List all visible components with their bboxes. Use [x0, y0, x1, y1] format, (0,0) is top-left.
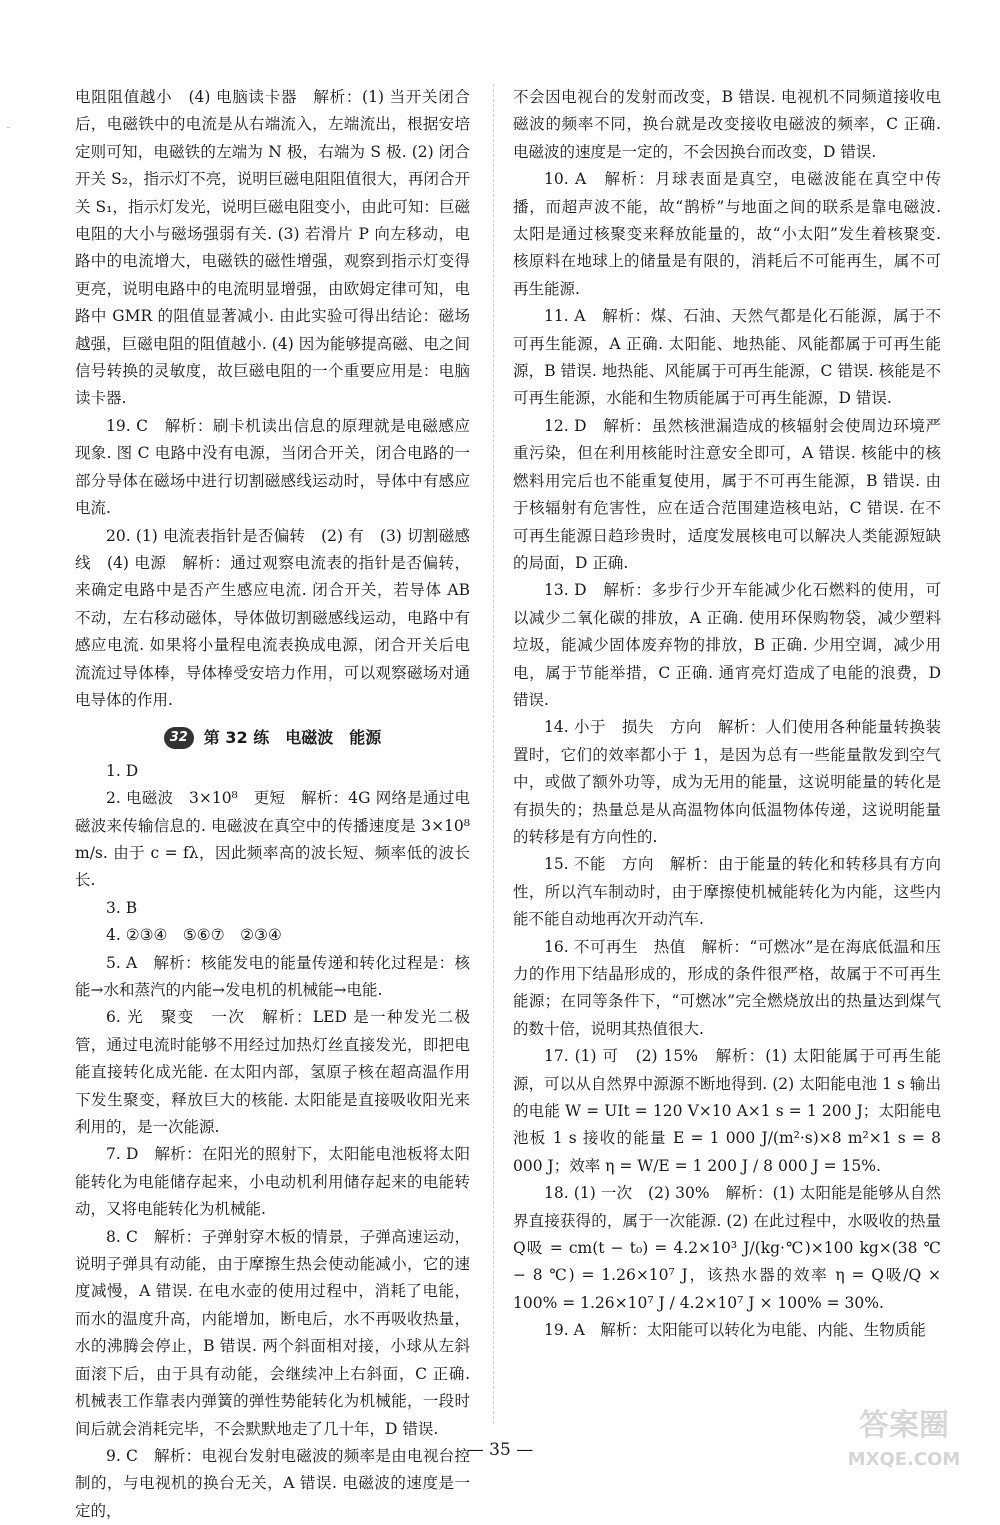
answer-item: 4. ②③④ ⑤⑥⑦ ②③④: [106, 926, 282, 945]
answer-item: 11. A 解析：煤、石油、天然气都是化石能源，属于不可再生能源，A 正确. 太阳能、地热能、风能都属于可再生能源，B 错误. 地热能、风能属于可再生能源，C 错误. 核能是不可再生能源，水能和生物质能属于可再生能源，D 错误.: [513, 307, 941, 408]
answer-item: 18. (1) 一次 (2) 30% 解析：(1) 太阳能是能够从自然界直接获得的，属于一次能源. (2) 在此过程中，水吸收的热量 Q吸 = cm(t − t₀) = 4.2×10³ J/(kg·℃)×100 kg×(38 ℃ − 8 ℃) = 1.26×10⁷ J，该热水器的效率 η = Q吸/Q × 100% = 1.26×10⁷ J / 4.2×10⁷ J × 100% = 30%.: [513, 1184, 941, 1312]
answer-continuation: 电阻阻值越小 (4) 电脑读卡器 解析：(1) 当开关闭合后，电磁铁中的电流是从右端流入，左端流出，根据安培定则可知，电磁铁的左端为 N 极，右端为 S 极. (2) 闭合开关 S₂，指示灯不亮，说明巨磁电阻阻值很大，再闭合开关 S₁，指示灯发光，说明巨磁电阻变小，由此可知：巨磁电阻的大小与磁场强弱有关. (3) 若滑片 P 向左移动，电路中的电流增大，电磁铁的磁性增强，观察到指示灯变得更亮，说明电路中的电流明显增强，由欧姆定律可知，电路中 GMR 的阻值显著减小. 由此实验可得出结论：磁场越强，巨磁电阻的阻值越小. (4) 因为能够提高磁、电之间信号转换的灵敏度，故巨磁电阻的一个重要应用是：电脑读卡器.: [75, 88, 470, 408]
column-divider: [493, 84, 494, 1424]
answer-item: 19. C 解析：刷卡机读出信息的原理就是电磁感应现象. 图 C 电路中没有电源，当闭合开关，闭合电路的一部分导体在磁场中进行切割磁感线运动时，导体中有感应电流.: [75, 416, 470, 518]
answer-item: 5. A 解析：核能发电的能量传递和转化过程是：核能→水和蒸汽的内能→发电机的机械能→电能.: [75, 953, 470, 999]
answer-item: 16. 不可再生 热值 解析：“可燃冰”是在海底低温和压力的作用下结晶形成的，形成的条件很严格，故属于不可再生能源；在同等条件下，“可燃冰”完全燃烧放出的热量达到煤气的数十倍，说明其热值很大.: [513, 937, 941, 1038]
left-column: [75, 84, 470, 1525]
answer-item: 12. D 解析：虽然核泄漏造成的核辐射会使周边环境严重污染，但在利用核能时注意安全即可，A 错误. 核能中的核燃料用完后也不能重复使用，属于不可再生能源，B 错误. 由于核辐射有危害性，应在适合范围建造核电站，C 错误. 在不可再生能源日趋珍贵时，适度发展核电可以解决人类能源短缺的局面，D 正确.: [513, 416, 941, 572]
answer-continuation: 不会因电视台的发射而改变，B 错误. 电视机不同频道接收电磁波的频率不同，换台就是改变接收电磁波的频率，C 正确. 电磁波的速度是一定的，不会因换台而改变，D 错误.: [513, 88, 941, 161]
page-number: — 35 —: [466, 1440, 534, 1460]
section-number-badge: 32: [164, 727, 194, 749]
watermark-logo: [824, 1395, 984, 1475]
answer-item: 17. (1) 可 (2) 15% 解析：(1) 太阳能属于可再生能源，可以从自然界中源源不断地得到. (2) 太阳能电池 1 s 输出的电能 W = UIt = 120 V×10 A×1 s = 1 200 J；太阳能电池板 1 s 接收的能量 E = 1 000 J/(m²·s)×8 m²×1 s = 8 000 J；效率 η = W/E = 1 200 J / 8 000 J = 15%.: [513, 1047, 941, 1175]
answer-item: 19. A 解析：太阳能可以转化为电能、内能、生物质能: [544, 1321, 926, 1340]
answer-item: 1. D: [106, 761, 139, 780]
answer-item: 7. D 解析：在阳光的照射下，太阳能电池板将太阳能转化为电能储存起来，小电动机利用储存起来的电能转动，又将电能转化为机械能.: [75, 1145, 470, 1219]
answer-item: 13. D 解析：多步行少开车能减少化石燃料的使用，可以减少二氧化碳的排放，A 正确. 使用环保购物袋，减少塑料垃圾，能减少固体废弃物的排放，B 正确. 少用空调，减少用电，属于节能举措，C 正确. 通宵亮灯造成了电能的浪费，D 错误.: [513, 581, 941, 709]
answer-item: 9. C 解析：电视台发射电磁波的频率是由电视台控制的，与电视机的换台无关，A 错误. 电磁波的速度是一定的，: [75, 1446, 470, 1520]
answer-item: 6. 光 聚变 一次 解析：LED 是一种发光二极管，通过电流时能够不用经过加热灯丝直接发光，即把电能直接转化成光能. 在太阳内部，氢原子核在超高温作用下发生聚变，释放巨大的核能. 太阳能是直接吸收阳光来利用的，是一次能源.: [75, 1008, 470, 1137]
answer-item: 8. C 解析：子弹射穿木板的情景，子弹高速运动，说明子弹具有动能，由于摩擦生热会使动能减小，它的速度减慢，A 错误. 在电水壶的使用过程中，消耗了电能，而水的温度升高，内能增加，断电后，水不再吸收热量，水的沸腾会停止，B 错误. 两个斜面相对接，小球从左斜面滚下后，由于具有动能，会继续冲上右斜面，C 正确. 机械表工作靠表内弹簧的弹性势能转化为机械能，一段时间后就会消耗完毕，不会默默地走了几十年，D 错误.: [75, 1227, 470, 1438]
margin-mark: ﹣: [4, 123, 14, 133]
answer-item: 14. 小于 损失 方向 解析：人们使用各种能量转换装置时，它们的效率都小于 1，是因为总有一些能量散发到空气中，或做了额外功等，成为无用的能量，这说明能量的转化是有损失的；热量总是从高温物体向低温物体传递，这说明能量的转移是有方向性的.: [513, 718, 941, 846]
section-title: 第 32 练 电磁波 能源: [203, 728, 382, 748]
answer-item: 15. 不能 方向 解析：由于能量的转化和转移具有方向性，所以汽车制动时，由于摩擦使机械能转化为内能，这些内能不能自动地再次开动汽车.: [513, 855, 941, 929]
answer-item: 2. 电磁波 3×10⁸ 更短 解析：4G 网络是通过电磁波来传输信息的. 电磁波在真空中的传播速度是 3×10⁸ m/s. 由于 c = fλ，因此频率高的波长短、频率低的波长长.: [75, 789, 470, 890]
watermark-line1: 答案圈: [859, 1408, 949, 1443]
answer-item: 3. B: [106, 898, 138, 917]
right-column: [513, 84, 941, 1345]
answer-item: 20. (1) 电流表指针是否偏转 (2) 有 (3) 切割磁感线 (4) 电源 解析：通过观察电流表的指针是否偏转，来确定电路中是否产生感应电流. 闭合开关，若导体 AB 不动，左右移动磁体，导体做切割磁感线运动，电路中有感应电流. 如果将小量程电流表换成电源，闭合开关后电流流过导体棒，导体棒受安培力作用，可以观察磁场对通电导体的作用.: [75, 526, 470, 709]
answer-item: 10. A 解析：月球表面是真空，电磁波能在真空中传播，而超声波不能，故“鹊桥”与地面之间的联系是靠电磁波. 太阳是通过核聚变来释放能量的，故“小太阳”发生着核聚变. 核原料在地球上的储量是有限的，消耗后不可能再生，属不可再生能源.: [513, 170, 941, 298]
section-heading: [75, 724, 470, 751]
watermark-line2: MXQE.COM: [847, 1449, 961, 1470]
